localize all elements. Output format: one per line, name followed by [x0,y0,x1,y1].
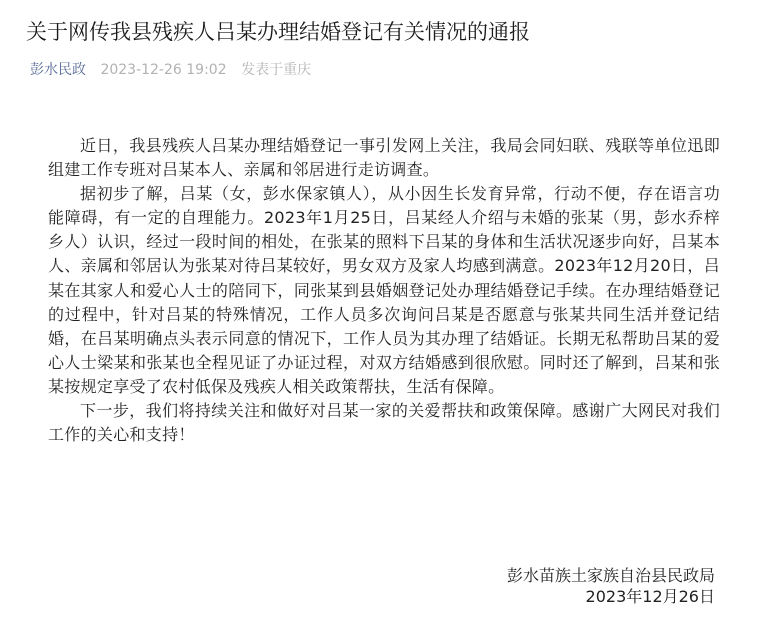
paragraph: 据初步了解，吕某（女，彭水保家镇人），从小因生长发育异常，行动不便，存在语言功能障碍，有一定的自理能力。2023年1月25日，吕某经人介绍与未婚的张某（男，彭水乔梓乡人）认识，经过一段时间的相处，在张某的照料下吕某的身体和生活状况逐步向好，吕某本人、亲属和邻居认为张某对待吕某较好，男女双方及家人均感到满意。2023年12月20日，吕某在其家人和爱心人士的陪同下，同张某到县婚姻登记处办理结婚登记手续。在办理结婚登记的过程中，针对吕某的特殊情况，工作人员多次询问吕某是否愿意与张某共同生活并登记结婚，在吕某明确点头表示同意的情况下，工作人员为其办理了结婚证。长期无私帮助吕某的爱心人士梁某和张某也全程见证了办证过程，对双方结婚感到很欣慰。同时还了解到，吕某和张某按规定享受了农村低保及残疾人相关政策帮扶，生活有保障。 [48,184,720,396]
publish-date: 2023-12-26 19:02 [100,62,227,78]
signature-org: 彭水苗族土家族自治县民政局 [506,566,715,585]
publish-location: 发表于重庆 [241,62,312,78]
article-body [48,134,720,447]
paragraph: 下一步，我们将持续关注和做好对吕某一家的关爱帮扶和政策保障。感谢广大网民对我们工作的关心和支持！ [48,401,720,445]
article-title: 关于网传我县残疾人吕某办理结婚登记有关情况的通报 [26,20,530,44]
signature-block [507,565,715,607]
paragraph: 近日，我县残疾人吕某办理结婚登记一事引发网上关注，我局会同妇联、残联等单位迅即组建工作专班对吕某本人、亲属和邻居进行走访调查。 [48,136,720,180]
article-meta [30,60,311,80]
signature-date: 2023年12月26日 [585,587,715,606]
author-link[interactable]: 彭水民政 [30,62,86,78]
